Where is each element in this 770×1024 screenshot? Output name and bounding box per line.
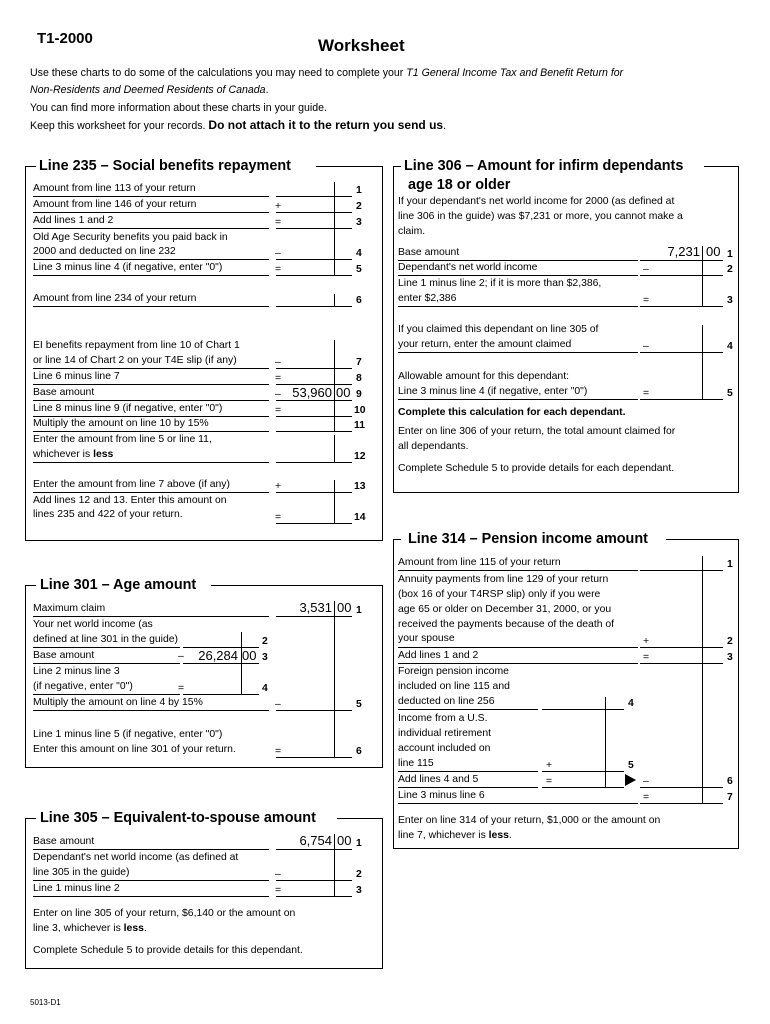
line-306-intro-b: line 306 in the guide) was $7,231 or more, you cannot make a (398, 211, 683, 222)
line-305-row-2-label-b: line 305 in the guide) (33, 867, 130, 878)
line-235-row-8-label: Line 6 minus line 7 (33, 371, 120, 382)
line-314-row-1-field[interactable] (640, 570, 723, 571)
line-314-row-3-label: Add lines 1 and 2 (398, 650, 479, 661)
line-number: 3 (727, 295, 733, 306)
line-301-max-claim-cents: 00 (337, 600, 352, 615)
line-number: 9 (356, 389, 362, 400)
line-314-row-2-label-e: your spouse (398, 633, 455, 644)
line-314-row-6-field[interactable] (542, 787, 624, 788)
line-number: 3 (356, 217, 362, 228)
minus-sign: – (178, 651, 184, 662)
line-305-base-amount-dollars: 6,754 (299, 833, 332, 848)
line-number: 1 (356, 605, 362, 616)
line-number: 2 (262, 636, 268, 647)
line-number: 7 (727, 792, 733, 803)
line-314-note-a: Enter on line 314 of your return, $1,000 or the amount on (398, 815, 661, 826)
line-306-row-5-label-a: Allowable amount for this dependant: (398, 371, 569, 382)
line-235-row-12-label-a: Enter the amount from line 5 or line 11, (33, 434, 212, 445)
line-235-row-3-field[interactable] (276, 228, 352, 229)
line-306-note-2b: all dependants. (398, 441, 469, 452)
line-235-row-7-label-a: EI benefits repayment from line 10 of Chart 1 (33, 340, 240, 351)
line-235-row-14-label-a: Add lines 12 and 13. Enter this amount on (33, 495, 227, 506)
line-301-title: Line 301 – Age amount (40, 577, 197, 593)
line-301-max-claim-dollars: 3,531 (299, 600, 332, 615)
line-306-row-3-field[interactable] (640, 306, 723, 307)
line-301-row-6-label-a: Line 1 minus line 5 (if negative, enter "0") (33, 729, 223, 740)
line-number: 5 (356, 264, 362, 275)
line-number: 5 (727, 388, 733, 399)
line-235-row-14-field[interactable] (276, 523, 352, 524)
footer-code: 5013-D1 (30, 998, 61, 1007)
line-235-section (25, 158, 383, 541)
line-314-row-1-label: Amount from line 115 of your return (398, 557, 561, 568)
line-235-row-7-field[interactable] (276, 368, 352, 369)
equals-sign: = (275, 885, 282, 896)
line-301-row-3-label: Base amount (33, 650, 95, 661)
line-314-row-5-label-a: Income from a U.S. (398, 713, 488, 724)
line-305-base-amount-cents: 00 (337, 833, 352, 848)
line-number: 5 (356, 699, 362, 710)
line-235-row-9-label: Base amount (33, 387, 95, 398)
line-235-row-11-field[interactable] (276, 431, 352, 432)
minus-sign: – (643, 264, 649, 275)
line-number: 2 (356, 201, 362, 212)
line-number: 8 (356, 373, 362, 384)
line-235-row-4-label-b: 2000 and deducted on line 232 (33, 246, 176, 257)
line-306-section (393, 158, 739, 493)
line-314-section (393, 531, 739, 849)
minus-sign: – (643, 341, 649, 352)
equals-sign: = (643, 388, 650, 399)
intro-line-4: Keep this worksheet for your records. Do not attach it to the return you send us. (30, 118, 447, 132)
line-301-row-1-label: Maximum claim (33, 603, 106, 614)
line-306-intro-c: claim. (398, 226, 426, 237)
line-number: 4 (356, 248, 362, 259)
line-number: 7 (356, 357, 362, 368)
line-number: 1 (356, 838, 362, 849)
line-235-row-14-label-b: lines 235 and 422 of your return. (33, 509, 183, 520)
line-301-base-amount-cents: 00 (242, 648, 257, 663)
line-305-note-2: Complete Schedule 5 to provide details for this dependant. (33, 945, 303, 956)
line-306-note-bold: Complete this calculation for each dependant. (398, 407, 626, 418)
line-314-row-4-label-c: deducted on line 256 (398, 696, 495, 707)
intro-line-1: Use these charts to do some of the calculations you may need to complete your T1 General Income Tax and Benefit Return for (30, 67, 624, 79)
line-306-row-5-field[interactable] (640, 399, 723, 400)
line-314-row-4-label-b: included on line 115 and (398, 681, 510, 692)
line-301-row-6-field[interactable] (276, 757, 352, 758)
line-235-row-1-field[interactable] (276, 196, 352, 197)
line-301-row-5-field[interactable] (276, 710, 352, 711)
line-306-note-3: Complete Schedule 5 to provide details for each dependant. (398, 463, 675, 474)
line-number: 2 (727, 636, 733, 647)
line-number: 11 (354, 420, 365, 431)
line-314-row-7-field[interactable] (640, 803, 723, 804)
line-314-row-2-label-d: received the payments because of the death of (398, 619, 615, 630)
minus-sign: – (275, 389, 281, 400)
line-306-row-4-label-b: your return, enter the amount claimed (398, 339, 572, 350)
equals-sign: = (275, 405, 282, 416)
intro-line-2: Non-Residents and Deemed Residents of Canada. (30, 84, 269, 96)
line-306-row-4-label-a: If you claimed this dependant on line 305 of (398, 324, 599, 335)
line-235-row-2-field[interactable] (276, 212, 352, 213)
line-306-row-2-label: Dependant's net world income (398, 262, 538, 273)
line-number: 13 (354, 481, 366, 492)
line-301-base-amount-dollars: 26,284 (198, 648, 238, 663)
line-number: 3 (727, 652, 733, 663)
line-306-row-3-label-a: Line 1 minus line 2; if it is more than $2,386, (398, 278, 602, 289)
line-314-row-5-label-b: individual retirement (398, 728, 491, 739)
line-235-row-10-field[interactable] (276, 416, 352, 417)
line-305-note-1a: Enter on line 305 of your return, $6,140 or the amount on (33, 908, 296, 919)
line-number: 1 (356, 185, 362, 196)
line-305-title: Line 305 – Equivalent-to-spouse amount (40, 810, 316, 826)
line-314-row-2-field[interactable] (640, 647, 723, 648)
line-301-row-2-label-a: Your net world income (as (33, 619, 153, 630)
line-305-row-3-label: Line 1 minus line 2 (33, 883, 120, 894)
line-305-row-2-label-a: Dependant's net world income (as defined at (33, 852, 239, 863)
page-title: Worksheet (318, 36, 405, 55)
minus-sign: – (275, 869, 281, 880)
line-301-row-4-field[interactable] (183, 694, 259, 695)
line-305-row-1-label: Base amount (33, 836, 95, 847)
line-number: 2 (356, 869, 362, 880)
line-314-row-2-label-c: age 65 or older on December 31, 2000, or you (398, 604, 612, 615)
line-235-row-13-field[interactable] (276, 492, 352, 493)
line-301-section (25, 577, 383, 768)
line-314-note-b: line 7, whichever is less. (398, 830, 512, 841)
line-306-row-2-field[interactable] (640, 275, 723, 276)
line-314-title: Line 314 – Pension income amount (408, 531, 648, 547)
line-235-row-6-label: Amount from line 234 of your return (33, 293, 197, 304)
line-number: 2 (727, 264, 733, 275)
line-305-row-2-field[interactable] (276, 880, 352, 881)
line-number: 1 (727, 249, 733, 260)
plus-sign: + (546, 760, 553, 771)
line-314-row-5-field[interactable] (542, 771, 624, 772)
line-235-row-12-field[interactable] (276, 462, 352, 463)
line-235-row-4-field[interactable] (276, 259, 352, 260)
line-305-section (25, 810, 383, 969)
line-235-row-2-label: Amount from line 146 of your return (33, 199, 197, 210)
line-235-row-13-label: Enter the amount from line 7 above (if any) (33, 479, 230, 490)
plus-sign: + (275, 481, 282, 492)
equals-sign: = (275, 512, 282, 523)
line-314-row-7-label: Line 3 minus line 6 (398, 790, 485, 801)
plus-sign: + (643, 636, 650, 647)
line-number: 6 (727, 776, 733, 787)
line-314-row-3-field[interactable] (640, 663, 723, 664)
plus-sign: + (275, 201, 282, 212)
line-number: 12 (354, 451, 366, 462)
line-number: 6 (356, 295, 362, 306)
equals-sign: = (546, 776, 553, 787)
equals-sign: = (643, 792, 650, 803)
minus-sign: – (643, 776, 649, 787)
line-235-title: Line 235 – Social benefits repayment (39, 158, 291, 174)
equals-sign: = (275, 264, 282, 275)
minus-sign: – (275, 699, 281, 710)
line-306-row-3-label-b: enter $2,386 (398, 293, 457, 304)
minus-sign: – (275, 248, 281, 259)
line-number: 4 (628, 698, 634, 709)
line-314-row-5-label-c: account included on (398, 743, 491, 754)
line-235-row-5-label: Line 3 minus line 4 (if negative, enter "0") (33, 262, 223, 273)
line-number: 1 (727, 559, 733, 570)
line-235-base-amount-cents: 00 (336, 385, 351, 400)
line-314-row-2-label-a: Annuity payments from line 129 of your return (398, 574, 609, 585)
line-306-row-1-label: Base amount (398, 247, 460, 258)
line-number: 3 (356, 885, 362, 896)
line-number: 14 (354, 512, 366, 523)
line-number: 6 (356, 746, 362, 757)
line-235-row-7-label-b: or line 14 of Chart 2 on your T4E slip (if any) (33, 355, 237, 366)
line-235-base-amount-dollars: 53,960 (292, 385, 332, 400)
equals-sign: = (275, 373, 282, 384)
line-314-row-6-label: Add lines 4 and 5 (398, 774, 479, 785)
line-306-note-2a: Enter on line 306 of your return, the total amount claimed for (398, 426, 676, 437)
equals-sign: = (275, 217, 282, 228)
line-235-row-5-field[interactable] (276, 275, 352, 276)
line-301-row-4-label-a: Line 2 minus line 3 (33, 666, 120, 677)
equals-sign: = (643, 295, 650, 306)
line-number: 10 (354, 405, 366, 416)
line-314-row-2-label-b: (box 16 of your T4RSP slip) only if you were (398, 589, 601, 600)
equals-sign: = (178, 683, 185, 694)
line-235-row-11-label: Multiply the amount on line 10 by 15% (33, 418, 209, 429)
line-314-row-4-field[interactable] (542, 709, 624, 710)
line-306-row-4-field[interactable] (640, 352, 723, 353)
arrow-right-icon (625, 774, 636, 786)
line-306-intro-a: If your dependant's net world income for 2000 (as defined at (398, 196, 675, 207)
equals-sign: = (275, 746, 282, 757)
line-306-title-1: Line 306 – Amount for infirm dependants (404, 158, 684, 174)
line-305-note-1b: line 3, whichever is less. (33, 923, 147, 934)
intro-line-3: You can find more information about these charts in your guide. (30, 102, 328, 114)
line-301-row-2-label-b: defined at line 301 in the guide) (33, 634, 179, 645)
line-301-row-5-label: Multiply the amount on line 4 by 15% (33, 697, 203, 708)
line-number: 4 (262, 683, 268, 694)
line-number: 4 (727, 341, 733, 352)
line-235-row-12-label-b: whichever is less (33, 449, 114, 460)
line-number: 5 (628, 760, 634, 771)
line-314-row-4-label-a: Foreign pension income (398, 666, 509, 677)
line-235-row-10-label: Line 8 minus line 9 (if negative, enter "0") (33, 403, 223, 414)
line-235-row-1-label: Amount from line 113 of your return (33, 183, 196, 194)
line-306-title-2: age 18 or older (408, 177, 511, 193)
line-305-row-3-field[interactable] (276, 896, 352, 897)
line-306-row-5-label-b: Line 3 minus line 4 (if negative, enter "0") (398, 386, 588, 397)
line-number: 3 (262, 652, 268, 663)
line-235-row-4-label-a: Old Age Security benefits you paid back in (33, 232, 228, 243)
line-306-base-amount-cents: 00 (706, 244, 721, 259)
line-235-row-6-field[interactable] (276, 306, 352, 307)
line-235-row-3-label: Add lines 1 and 2 (33, 215, 114, 226)
equals-sign: = (643, 652, 650, 663)
form-code: T1-2000 (37, 30, 93, 47)
line-314-row-5-label-d: line 115 (398, 758, 434, 769)
line-301-row-4-label-b: (if negative, enter "0") (33, 681, 133, 692)
line-301-row-6-label-b: Enter this amount on line 301 of your return. (33, 744, 236, 755)
minus-sign: – (275, 357, 281, 368)
line-306-base-amount-dollars: 7,231 (667, 244, 700, 259)
